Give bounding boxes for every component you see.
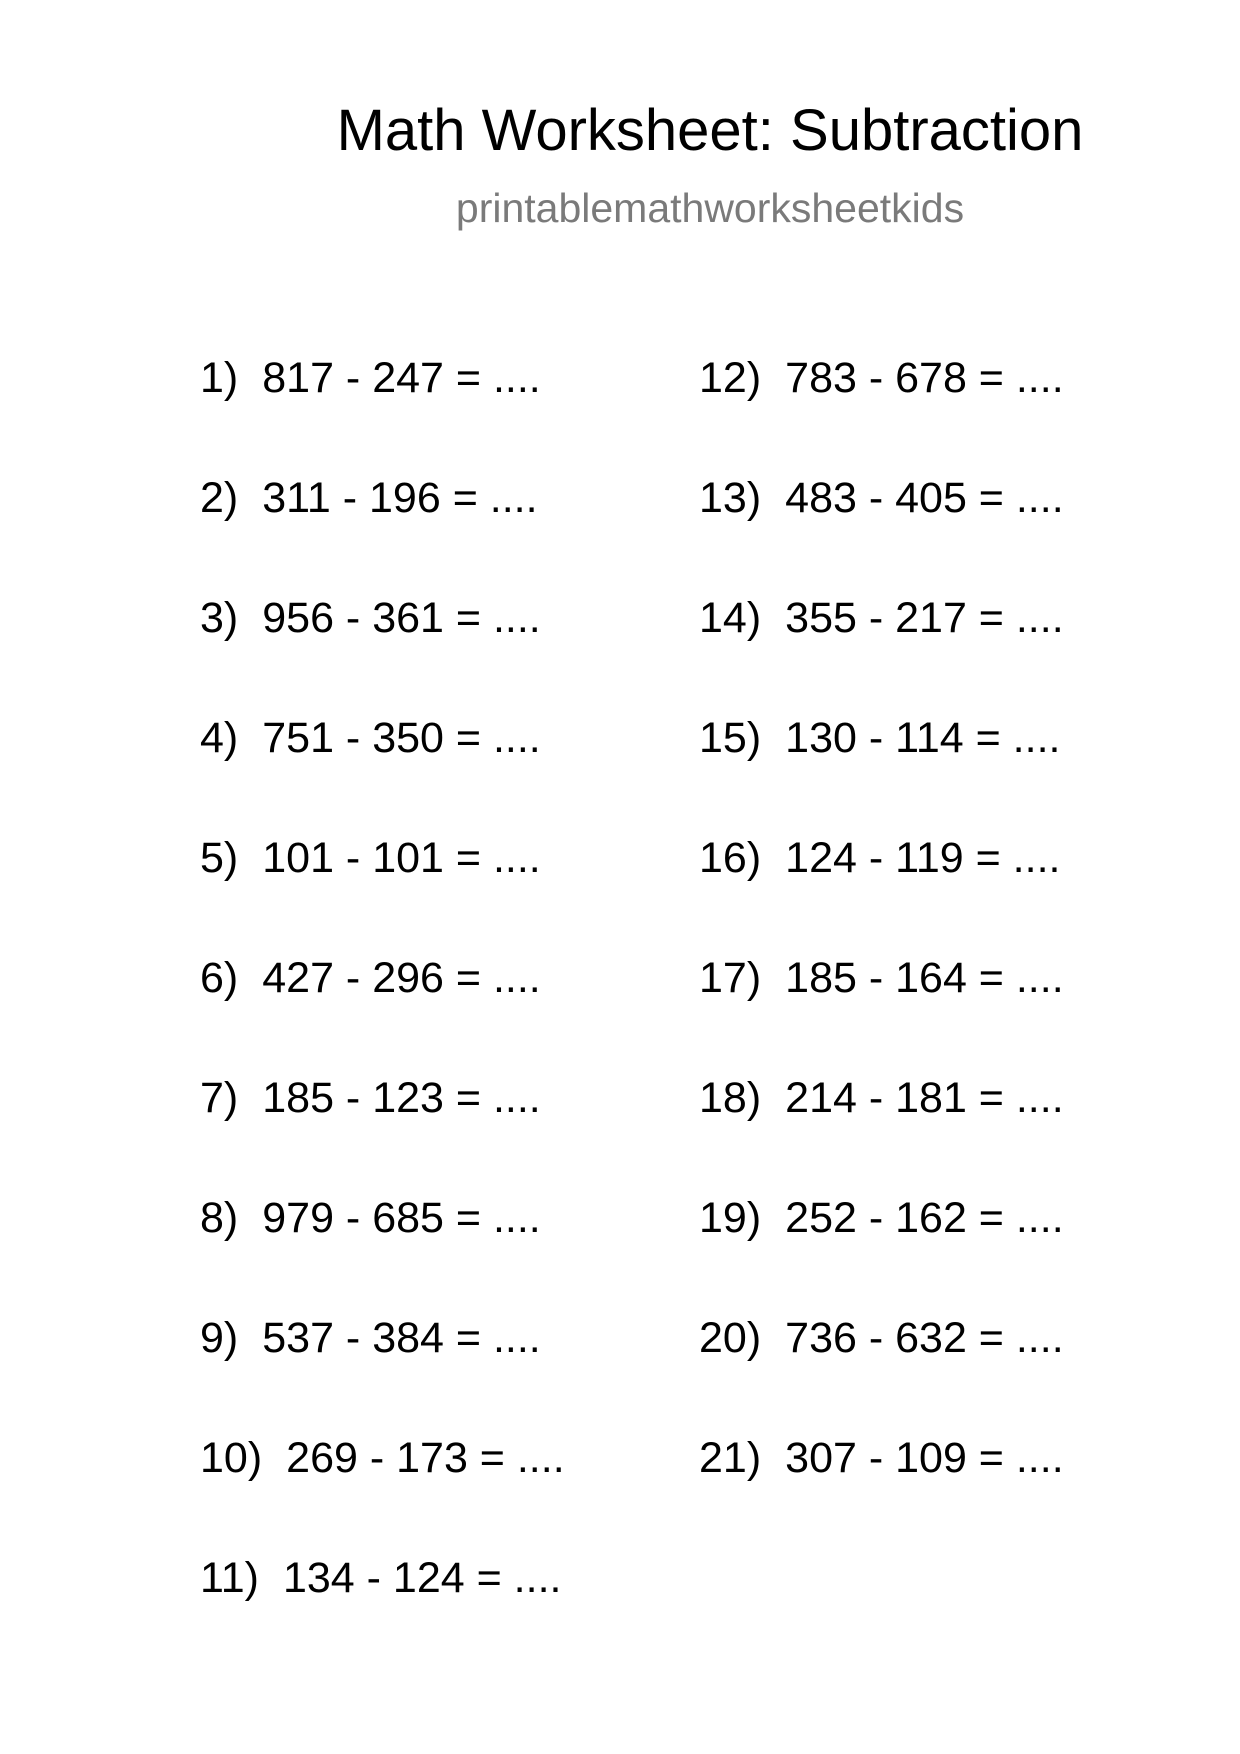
problem-item <box>699 473 1064 523</box>
problem-number: 19) <box>699 1194 762 1242</box>
problem-item <box>699 1313 1064 1363</box>
problem-expression: 134 - 124 = .... <box>282 1554 562 1602</box>
problem-expression: 483 - 405 = .... <box>785 474 1064 522</box>
problem-expression: 269 - 173 = .... <box>286 1434 565 1482</box>
problem-expression: 736 - 632 = .... <box>785 1314 1064 1362</box>
problem-item <box>200 713 541 763</box>
problem-item <box>200 473 538 523</box>
problem-number: 6) <box>200 954 239 1002</box>
problem-expression: 355 - 217 = .... <box>785 594 1064 642</box>
problem-number: 20) <box>699 1314 762 1362</box>
problem-number: 1) <box>200 354 239 402</box>
problem-number: 14) <box>699 594 762 642</box>
problem-item <box>200 593 541 643</box>
problem-number: 7) <box>200 1074 239 1122</box>
problem-item <box>699 1193 1064 1243</box>
problem-item <box>699 1073 1064 1123</box>
problem-expression: 979 - 685 = .... <box>262 1194 541 1242</box>
problem-item <box>699 1433 1064 1483</box>
problem-item <box>200 833 541 883</box>
problem-expression: 214 - 181 = .... <box>785 1074 1064 1122</box>
problem-item <box>699 833 1060 883</box>
problem-item <box>200 1313 541 1363</box>
problem-item <box>200 1553 561 1603</box>
problem-expression: 252 - 162 = .... <box>785 1194 1064 1242</box>
problem-item <box>200 353 541 403</box>
problem-expression: 130 - 114 = .... <box>785 714 1061 762</box>
problem-item <box>200 1193 541 1243</box>
problem-expression: 783 - 678 = .... <box>785 354 1064 402</box>
problem-item <box>200 953 541 1003</box>
problem-item <box>699 953 1064 1003</box>
problem-item <box>200 1433 565 1483</box>
problem-number: 15) <box>699 714 762 762</box>
problem-number: 16) <box>699 834 762 882</box>
problem-number: 17) <box>699 954 762 1002</box>
problem-expression: 537 - 384 = .... <box>262 1314 541 1362</box>
problem-expression: 124 - 119 = .... <box>785 834 1061 882</box>
worksheet-subtitle: printablemathworksheetkids <box>455 185 965 231</box>
problem-item <box>699 593 1064 643</box>
problem-number: 9) <box>200 1314 239 1362</box>
problem-expression: 427 - 296 = .... <box>262 954 541 1002</box>
problem-expression: 101 - 101 = .... <box>262 834 541 882</box>
problem-number: 4) <box>200 714 239 762</box>
problem-expression: 817 - 247 = .... <box>262 354 541 402</box>
problem-number: 10) <box>200 1434 263 1482</box>
problem-item <box>699 353 1064 403</box>
problem-item <box>699 713 1060 763</box>
worksheet-title: Math Worksheet: Subtraction <box>336 98 1084 163</box>
problem-number: 11) <box>200 1554 259 1602</box>
problem-number: 18) <box>699 1074 762 1122</box>
problem-expression: 307 - 109 = .... <box>785 1434 1064 1482</box>
problem-item <box>200 1073 541 1123</box>
problem-expression: 311 - 196 = .... <box>262 474 538 522</box>
problem-number: 5) <box>200 834 239 882</box>
problem-expression: 956 - 361 = .... <box>262 594 541 642</box>
problem-number: 2) <box>200 474 239 522</box>
problem-number: 12) <box>699 354 762 402</box>
problem-number: 8) <box>200 1194 239 1242</box>
problem-expression: 185 - 123 = .... <box>262 1074 541 1122</box>
problem-number: 21) <box>699 1434 762 1482</box>
problem-expression: 751 - 350 = .... <box>262 714 541 762</box>
problem-number: 3) <box>200 594 239 642</box>
problem-expression: 185 - 164 = .... <box>785 954 1064 1002</box>
problem-number: 13) <box>699 474 762 522</box>
